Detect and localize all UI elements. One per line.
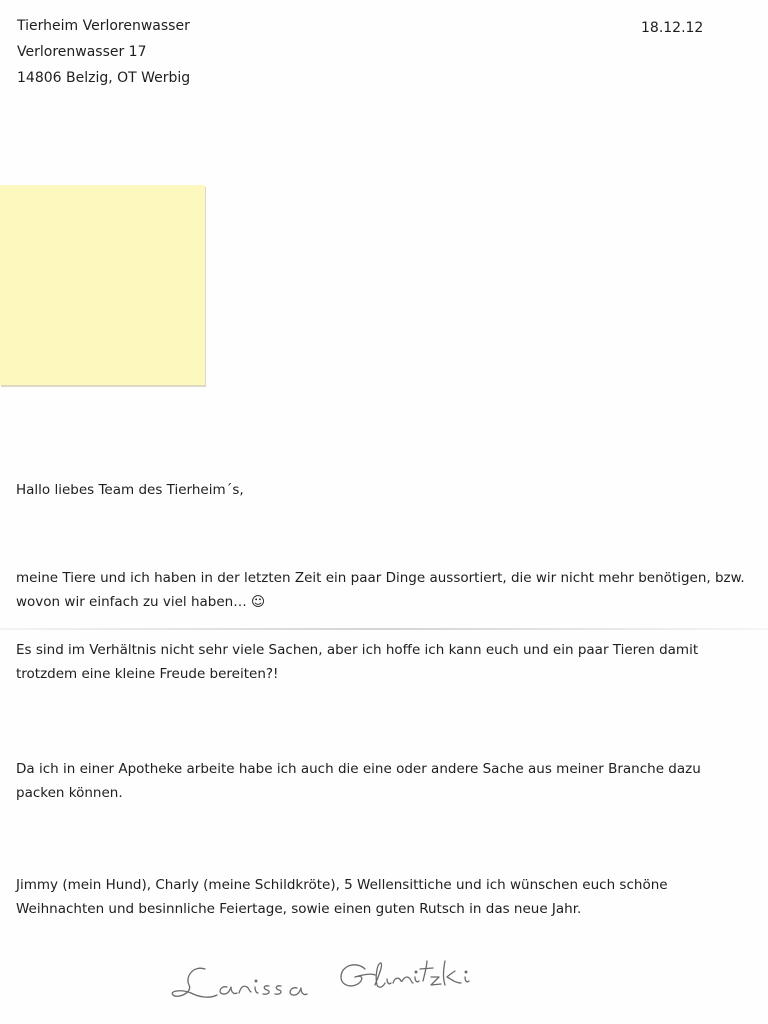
sender-city: 14806 Belzig, OT Werbig: [17, 70, 191, 86]
sticky-note: [0, 185, 205, 385]
paragraph-3: Da ich in einer Apotheke arbeite habe ich auch die eine oder andere Sache aus meiner Branche dazu packen können.: [16, 761, 701, 801]
sender-name: Tierheim Verlorenwasser: [17, 18, 190, 34]
paragraph-4: Jimmy (mein Hund), Charly (meine Schildkröte), 5 Wellensittiche und ich wünschen euch schöne Weihnachten und besinnliche Feiertage, sowie einen guten Rutsch in das neue Jahr.: [16, 877, 668, 917]
letter-greeting: Hallo liebes Team des Tierheim´s,: [16, 482, 244, 498]
scan-artifact-line: [0, 628, 768, 630]
paragraph-2: Es sind im Verhältnis nicht sehr viele Sachen, aber ich hoffe ich kann euch und ein paar Tieren damit trotzdem eine kleine Freude bereiten?!: [16, 642, 699, 682]
paragraph-1: meine Tiere und ich haben in der letzten Zeit ein paar Dinge aussortiert, die wir nicht mehr benötigen, bzw. wovon wir einfach zu viel haben… ☺: [16, 570, 745, 610]
letter-date: 18.12.12: [641, 20, 704, 36]
handwritten-signature: [165, 955, 485, 1015]
sender-street: Verlorenwasser 17: [17, 44, 147, 60]
